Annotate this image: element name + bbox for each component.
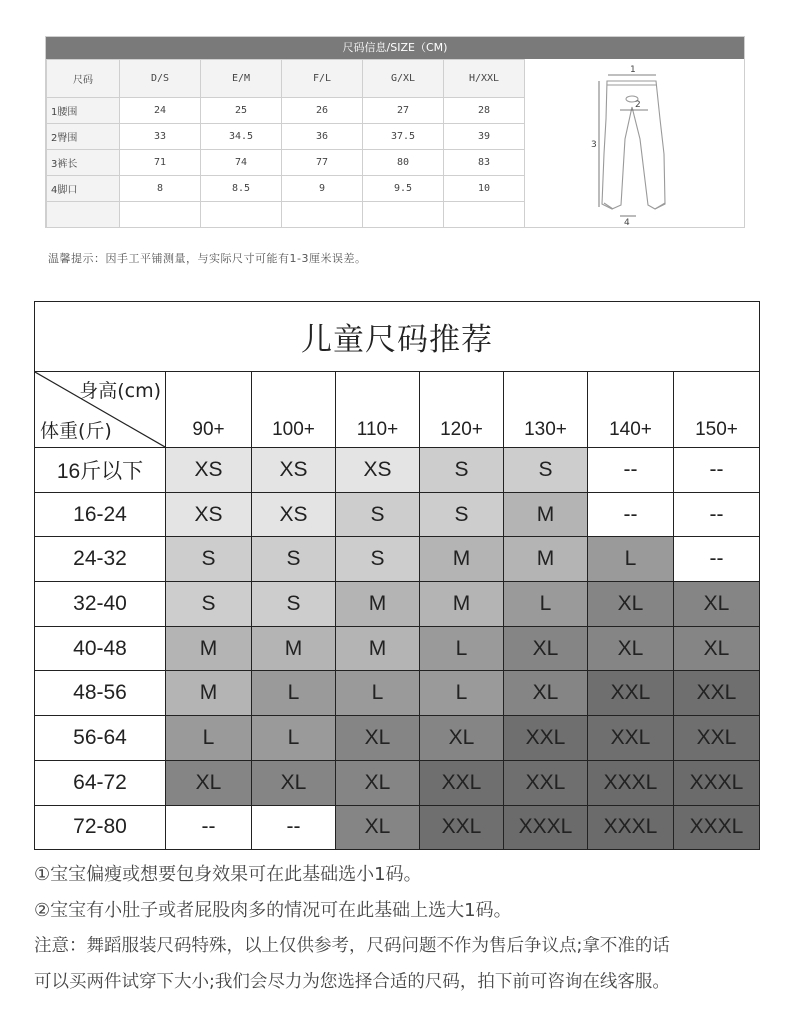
- measure-label: 4脚口: [47, 176, 120, 202]
- height-col-header: 120+: [420, 372, 504, 448]
- note-larger: ②宝宝有小肚子或者屁股肉多的情况可在此基础上选大1码。: [34, 900, 512, 921]
- measure-lines-icon: [599, 75, 656, 216]
- measure-label-4: 4: [624, 218, 630, 228]
- measure-label-2: 2: [635, 100, 641, 110]
- measure-value: 80: [363, 150, 444, 176]
- size-cell: XS: [166, 492, 252, 537]
- measure-value: 36: [282, 124, 363, 150]
- table-row: [35, 716, 760, 761]
- table-row: [35, 537, 760, 582]
- size-cell: S: [504, 448, 588, 493]
- size-cell: XL: [588, 582, 674, 627]
- height-col-header: 110+: [336, 372, 420, 448]
- note-disclaimer-line1: 注意：舞蹈服装尺码特殊，以上仅供参考，尺码问题不作为售后争议点;拿不准的话: [34, 936, 670, 956]
- weight-range-label: 16斤以下: [35, 448, 166, 493]
- measure-value: 33: [120, 124, 201, 150]
- measure-value: 37.5: [363, 124, 444, 150]
- size-cell: XL: [252, 760, 336, 805]
- weight-range-label: 40-48: [35, 626, 166, 671]
- weight-range-label: 48-56: [35, 671, 166, 716]
- size-table: [46, 59, 525, 228]
- size-cell: XS: [252, 492, 336, 537]
- size-cell: XXL: [588, 716, 674, 761]
- size-table-row: [47, 176, 525, 202]
- measure-value: [363, 202, 444, 228]
- size-cell: XXL: [674, 671, 760, 716]
- weight-range-label: 16-24: [35, 492, 166, 537]
- measure-value: 8: [120, 176, 201, 202]
- size-cell: XL: [504, 626, 588, 671]
- measure-value: [282, 202, 363, 228]
- size-cell: XXL: [504, 716, 588, 761]
- size-cell: XL: [674, 582, 760, 627]
- size-cell: M: [420, 537, 504, 582]
- weight-axis-label: 体重(斤): [40, 420, 112, 442]
- measure-value: 8.5: [201, 176, 282, 202]
- height-axis-label: 身高(cm): [79, 380, 161, 402]
- size-cell: XXXL: [674, 760, 760, 805]
- size-cell: M: [504, 492, 588, 537]
- table-row: [35, 671, 760, 716]
- size-cell: XS: [252, 448, 336, 493]
- size-cell: S: [252, 582, 336, 627]
- size-cell: M: [166, 626, 252, 671]
- height-col-header: 130+: [504, 372, 588, 448]
- size-cell: L: [252, 671, 336, 716]
- size-cell: S: [252, 537, 336, 582]
- table-row: [35, 582, 760, 627]
- measure-value: 24: [120, 98, 201, 124]
- size-cell: XL: [504, 671, 588, 716]
- note-disclaimer-line2: 可以买两件试穿下大小;我们会尽力为您选择合适的尺码，拍下前可咨询在线客服。: [34, 972, 670, 992]
- measure-value: 77: [282, 150, 363, 176]
- size-table-row: [47, 124, 525, 150]
- size-col-header: H/XXL: [444, 60, 525, 98]
- diagonal-header-cell: [35, 372, 166, 448]
- measure-label: [47, 202, 120, 228]
- measure-value: 9: [282, 176, 363, 202]
- size-cell: S: [420, 492, 504, 537]
- height-col-header: 100+: [252, 372, 336, 448]
- size-cell: S: [336, 537, 420, 582]
- recommendation-title: 儿童尺码推荐: [35, 302, 760, 372]
- measure-value: 71: [120, 150, 201, 176]
- size-cell: L: [504, 582, 588, 627]
- size-cell: XL: [674, 626, 760, 671]
- note-smaller: ①宝宝偏瘦或想要包身效果可在此基础选小1码。: [34, 864, 422, 885]
- size-cell: M: [252, 626, 336, 671]
- measure-value: 28: [444, 98, 525, 124]
- size-cell: XXL: [420, 760, 504, 805]
- measure-label-3: 3: [591, 140, 597, 150]
- size-cell: --: [588, 448, 674, 493]
- size-cell: L: [420, 671, 504, 716]
- weight-range-label: 72-80: [35, 805, 166, 850]
- size-cell: S: [166, 582, 252, 627]
- size-cell: S: [166, 537, 252, 582]
- size-col-header: G/XL: [363, 60, 444, 98]
- height-col-header: 140+: [588, 372, 674, 448]
- measure-value: 9.5: [363, 176, 444, 202]
- size-cell: XL: [336, 760, 420, 805]
- measure-value: 34.5: [201, 124, 282, 150]
- weight-range-label: 32-40: [35, 582, 166, 627]
- size-cell: XXXL: [588, 760, 674, 805]
- measure-value: 25: [201, 98, 282, 124]
- size-table-row: [47, 98, 525, 124]
- measure-label: 1腰围: [47, 98, 120, 124]
- size-cell: S: [336, 492, 420, 537]
- measurement-tip: 温馨提示：因手工平铺测量，与实际尺寸可能有1-3厘米误差。: [48, 252, 367, 265]
- size-table-row: [47, 150, 525, 176]
- size-cell: M: [420, 582, 504, 627]
- measure-label-1: 1: [630, 65, 636, 75]
- size-cell: XXXL: [674, 805, 760, 850]
- size-cell: L: [166, 716, 252, 761]
- measure-label: 2臀围: [47, 124, 120, 150]
- size-corner-label: 尺码: [47, 60, 120, 98]
- size-cell: M: [166, 671, 252, 716]
- table-row: [35, 492, 760, 537]
- measure-label: 3裤长: [47, 150, 120, 176]
- size-cell: M: [336, 626, 420, 671]
- measure-value: 83: [444, 150, 525, 176]
- size-cell: XXXL: [504, 805, 588, 850]
- size-cell: --: [166, 805, 252, 850]
- size-table-row: [47, 202, 525, 228]
- size-col-header: E/M: [201, 60, 282, 98]
- size-cell: L: [588, 537, 674, 582]
- size-cell: XXL: [504, 760, 588, 805]
- size-cell: XL: [166, 760, 252, 805]
- measure-value: 39: [444, 124, 525, 150]
- size-cell: XL: [420, 716, 504, 761]
- size-cell: XXL: [420, 805, 504, 850]
- table-row: [35, 448, 760, 493]
- table-row: [35, 760, 760, 805]
- weight-range-label: 56-64: [35, 716, 166, 761]
- measure-value: 10: [444, 176, 525, 202]
- size-cell: L: [336, 671, 420, 716]
- weight-range-label: 64-72: [35, 760, 166, 805]
- size-cell: S: [420, 448, 504, 493]
- weight-range-label: 24-32: [35, 537, 166, 582]
- measure-value: 26: [282, 98, 363, 124]
- size-info-panel: [45, 36, 745, 228]
- size-cell: XL: [336, 716, 420, 761]
- size-cell: --: [252, 805, 336, 850]
- size-cell: XL: [336, 805, 420, 850]
- size-cell: --: [674, 537, 760, 582]
- table-row: [35, 626, 760, 671]
- size-cell: --: [588, 492, 674, 537]
- height-header-row: [35, 372, 760, 448]
- size-cell: L: [420, 626, 504, 671]
- size-cell: XS: [166, 448, 252, 493]
- size-cell: M: [504, 537, 588, 582]
- size-cell: --: [674, 492, 760, 537]
- table-row: [35, 805, 760, 850]
- size-cell: XS: [336, 448, 420, 493]
- size-col-header: D/S: [120, 60, 201, 98]
- kids-size-recommendation-table: [34, 301, 760, 850]
- size-cell: XXL: [674, 716, 760, 761]
- size-table-header: [47, 60, 525, 98]
- height-col-header: 90+: [166, 372, 252, 448]
- size-col-header: F/L: [282, 60, 363, 98]
- measure-value: [201, 202, 282, 228]
- measure-value: 27: [363, 98, 444, 124]
- measure-value: 74: [201, 150, 282, 176]
- size-cell: --: [674, 448, 760, 493]
- size-info-banner: 尺码信息/SIZE（CM): [46, 37, 744, 59]
- size-cell: XL: [588, 626, 674, 671]
- pants-measurement-diagram: [524, 59, 745, 228]
- measure-value: [120, 202, 201, 228]
- height-col-header: 150+: [674, 372, 760, 448]
- size-cell: XXXL: [588, 805, 674, 850]
- size-cell: L: [252, 716, 336, 761]
- measure-value: [444, 202, 525, 228]
- size-cell: XXL: [588, 671, 674, 716]
- size-cell: M: [336, 582, 420, 627]
